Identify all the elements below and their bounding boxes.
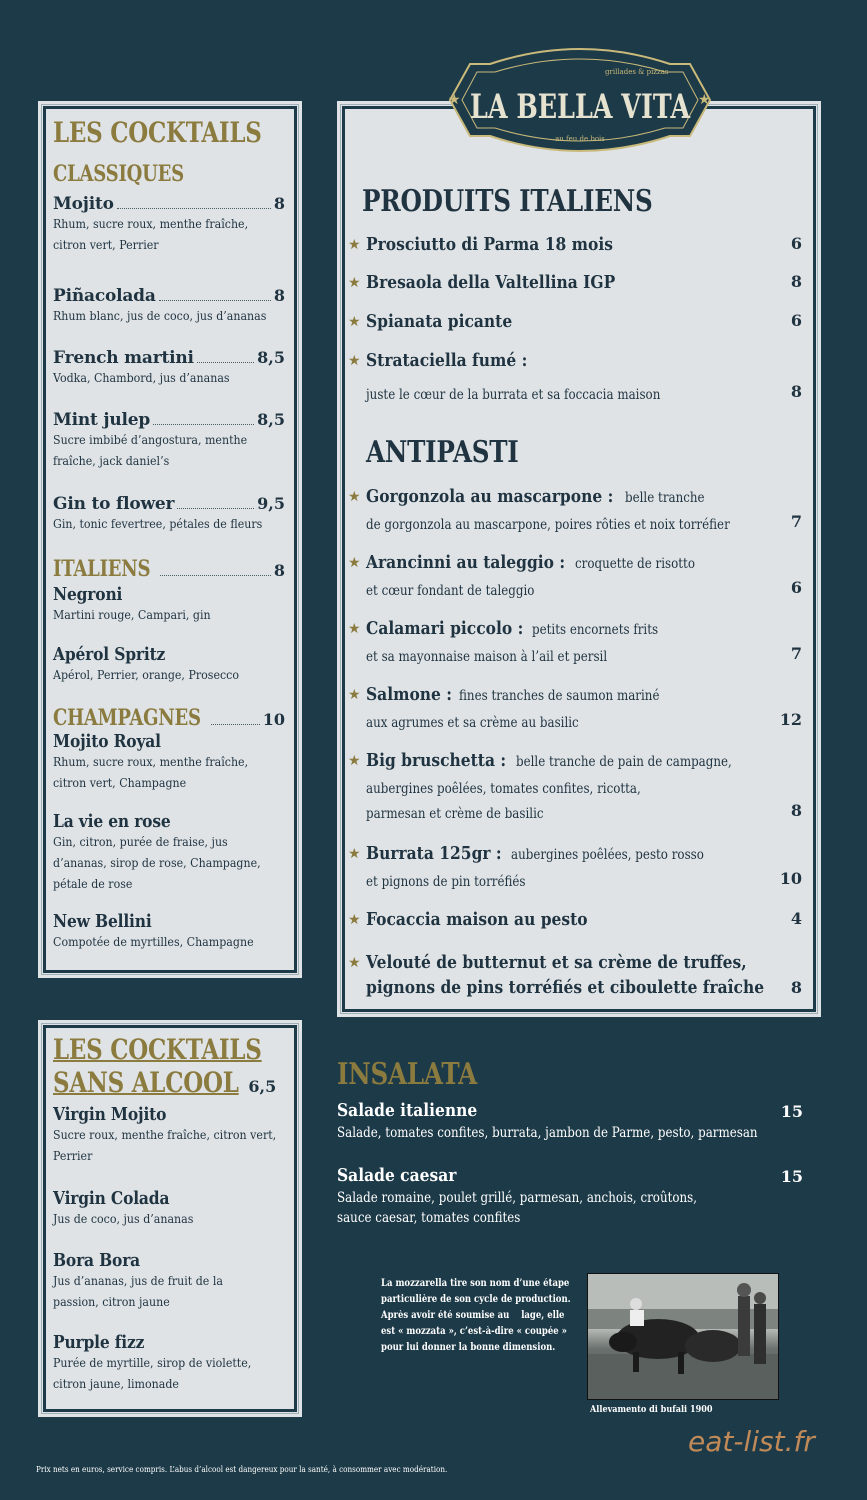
item-name: Velouté de butternut et sa crème de truffes, [366, 952, 747, 973]
item-desc: belle tranche de pain de campagne, [516, 754, 732, 770]
cocktail-name: Virgin Colada [53, 1188, 170, 1209]
champagnes-section [53, 705, 285, 953]
leader-dots [153, 424, 254, 425]
cocktail-name: French martini [53, 348, 194, 368]
cocktail-price: 8,5 [257, 410, 285, 429]
cocktail-desc: Compotée de myrtilles, Champagne [53, 935, 254, 949]
item-price: 8 [790, 382, 802, 401]
cocktail-desc: Sucre roux, menthe fraîche, citron vert, Perrier [53, 1128, 277, 1163]
item-name: Calamari piccolo : [366, 618, 524, 639]
item-price: 8 [790, 272, 802, 291]
star-icon: ★ [348, 621, 361, 637]
star-icon: ★ [348, 912, 361, 928]
note-line: Après avoir été soumise au lage, elle [381, 1310, 565, 1321]
item-desc: aubergines poêlées, tomates confites, ricotta, [366, 781, 641, 797]
cocktail-item [53, 286, 285, 338]
menu-item [348, 234, 808, 258]
cocktails-title: LES COCKTAILS [53, 116, 262, 149]
item-price: 10 [779, 869, 802, 888]
cocktail-item [53, 584, 285, 644]
item-desc: petits encornets frits [532, 622, 659, 638]
star-icon: ★ [348, 555, 361, 571]
item-name: Burrata 125gr : [366, 843, 502, 864]
cocktail-desc: Martini rouge, Campari, gin [53, 608, 211, 622]
menu-item [348, 750, 808, 826]
star-icon: ★ [348, 687, 361, 703]
cocktail-name: Purple fizz [53, 1332, 145, 1353]
leader-dots [197, 362, 254, 363]
star-icon: ★ [348, 237, 361, 253]
menu-item [348, 684, 808, 734]
cocktail-desc: Gin, citron, purée de fraise, jus d’ananas, sirop de rose, Champagne, pétale de rose [53, 835, 261, 891]
cocktail-name: Bora Bora [53, 1250, 141, 1271]
cocktail-item [53, 1188, 285, 1250]
cocktail-desc: Sucre imbibé d’angostura, menthe fraîche, jack daniel’s [53, 433, 248, 468]
item-name: Salade caesar [337, 1165, 457, 1186]
cocktail-item [53, 194, 285, 276]
cocktail-item [53, 911, 285, 953]
item-price: 8 [790, 801, 802, 820]
antipasti-title: ANTIPASTI [366, 435, 519, 470]
star-icon: ★ [348, 955, 361, 971]
insalata-item [337, 1165, 807, 1226]
logo-bottom: au feu de bois [555, 135, 605, 143]
watermark: eat-list.fr [688, 1425, 815, 1458]
footer-note: Prix nets en euros, service compris. L’abus d’alcool est dangereux pour la santé, à consommer avec modération. [36, 1465, 448, 1475]
leader-dots [160, 575, 271, 576]
item-desc: belle tranche [624, 490, 705, 506]
item-desc: aubergines poêlées, pesto rosso [510, 847, 704, 863]
note-line: est « mozzata », c’est-à-dire « coupée » [381, 1326, 567, 1337]
item-desc: de gorgonzola au mascarpone, poires rôties et noix torréfier [366, 517, 730, 533]
item-desc: juste le cœur de la burrata et sa foccacia maison [366, 387, 661, 403]
cocktail-item [53, 494, 285, 544]
item-price: 7 [790, 644, 802, 663]
item-desc: Salade, tomates confites, burrata, jambon de Parme, pesto, parmesan [337, 1125, 758, 1141]
item-name: Salade italienne [337, 1100, 478, 1121]
item-price: 6 [790, 578, 802, 597]
cocktail-name: Virgin Mojito [53, 1104, 167, 1125]
cocktail-name: Piñacolada [53, 286, 156, 306]
note-line: La mozzarella tire son nom d’une étape [381, 1278, 570, 1289]
item-name-line2: pignons de pins torréfiés et ciboulette fraîche [366, 977, 765, 998]
cocktail-item [53, 1104, 285, 1188]
sans-alcool-price: 6,5 [248, 1077, 277, 1096]
item-name: Big bruschetta : [366, 750, 507, 771]
star-icon: ★ [348, 353, 361, 369]
item-price: 8 [790, 978, 802, 997]
logo-top: grillades & pizzas [605, 68, 669, 76]
item-price: 12 [779, 710, 802, 729]
note-line: particulière de son cycle de production. [381, 1294, 571, 1305]
star-icon: ★ [698, 92, 711, 108]
menu-item [348, 552, 808, 602]
menu-item [348, 486, 808, 536]
item-desc: croquette de risotto [574, 556, 695, 572]
sans-alcool-list [53, 1104, 285, 1395]
menu-item [348, 350, 808, 406]
menu-item [348, 909, 808, 933]
menu-item [348, 272, 808, 296]
restaurant-logo [440, 44, 720, 156]
item-price: 7 [790, 512, 802, 531]
cocktail-name: La vie en rose [53, 811, 171, 832]
item-name: Strataciella fumé : [366, 350, 528, 371]
sans-alcool-title-line2: SANS ALCOOL [53, 1066, 239, 1099]
italiens-price: 8 [273, 561, 285, 580]
cocktail-desc: Vodka, Chambord, jus d’ananas [53, 371, 230, 385]
leader-dots [177, 508, 254, 509]
cocktail-item [53, 731, 285, 811]
italiens-title: ITALIENS [53, 556, 151, 582]
cocktail-price: 8 [273, 194, 285, 213]
cocktail-item [53, 811, 285, 911]
champagnes-title: CHAMPAGNES [53, 705, 201, 731]
star-icon: ★ [348, 314, 361, 330]
cocktail-desc: Purée de myrtille, sirop de violette, citron jaune, limonade [53, 1356, 252, 1391]
cocktail-item [53, 1332, 285, 1395]
item-desc: fines tranches de saumon mariné [459, 688, 660, 704]
leader-dots [211, 724, 259, 725]
item-price: 4 [790, 909, 802, 928]
star-icon: ★ [348, 753, 361, 769]
item-desc: parmesan et crème de basilic [366, 806, 544, 822]
menu-item [348, 311, 808, 335]
item-name: Bresaola della Valtellina IGP [366, 272, 616, 293]
cocktail-name: Mojito Royal [53, 731, 161, 752]
star-icon: ★ [348, 275, 361, 291]
cocktail-price: 8,5 [257, 348, 285, 367]
star-icon: ★ [348, 489, 361, 505]
italiens-section [53, 556, 285, 700]
cocktail-desc: Gin, tonic fevertree, pétales de fleurs [53, 517, 263, 531]
cocktail-item [53, 644, 285, 700]
cocktail-desc: Jus de coco, jus d’ananas [53, 1212, 194, 1226]
cocktail-item [53, 348, 285, 400]
mozzarella-note [381, 1276, 581, 1356]
champagnes-price: 10 [262, 710, 285, 729]
cocktail-price: 8 [273, 286, 285, 305]
item-desc: aux agrumes et sa crème au basilic [366, 715, 579, 731]
cocktail-item [53, 410, 285, 484]
item-desc: et sa mayonnaise maison à l’ail et persil [366, 649, 608, 665]
cocktail-desc: Rhum, sucre roux, menthe fraîche, citron vert, Perrier [53, 217, 249, 252]
item-price: 6 [790, 311, 802, 330]
sans-alcool-title [53, 1033, 307, 1066]
cocktail-desc: Apérol, Perrier, orange, Prosecco [53, 668, 240, 682]
star-icon: ★ [348, 846, 361, 862]
buffalo-photo [587, 1273, 779, 1400]
item-name: Prosciutto di Parma 18 mois [366, 234, 613, 255]
star-icon: ★ [448, 92, 461, 108]
item-desc: sauce caesar, tomates confites [337, 1210, 521, 1226]
cocktail-price: 9,5 [257, 494, 285, 513]
note-line: pour lui donner la bonne dimension. [381, 1342, 556, 1353]
item-price: 6 [790, 234, 802, 253]
sans-alcool-heading-row [53, 1066, 275, 1099]
item-name: Arancinni au taleggio : [366, 552, 566, 573]
cocktail-name: Gin to flower [53, 494, 175, 514]
cocktail-name: Negroni [53, 584, 123, 605]
item-name: Spianata picante [366, 311, 513, 332]
cocktail-desc: Jus d’ananas, jus de fruit de la passion, citron jaune [53, 1274, 223, 1309]
sans-alcool-title-line1: LES COCKTAILS [53, 1033, 262, 1066]
insalata-item [337, 1100, 807, 1141]
item-name: Gorgonzola au mascarpone : [366, 486, 614, 507]
classiques-list [53, 194, 285, 554]
cocktail-name: Apérol Spritz [53, 644, 166, 665]
produits-title: PRODUITS ITALIENS [362, 184, 653, 219]
item-desc: et pignons de pin torréfiés [366, 874, 526, 890]
item-price: 15 [780, 1102, 803, 1121]
photo-caption: Allevamento di bufali 1900 [590, 1405, 713, 1415]
menu-item [348, 618, 808, 668]
item-name: Salmone : [366, 684, 453, 705]
buffalo-photo-illustration [588, 1274, 778, 1399]
leader-dots [117, 208, 271, 209]
cocktail-item [53, 1250, 285, 1332]
item-desc: et cœur fondant de taleggio [366, 583, 535, 599]
menu-item [348, 952, 808, 1002]
cocktail-name: Mint julep [53, 410, 151, 430]
cocktail-name: Mojito [53, 194, 114, 214]
leader-dots [159, 300, 271, 301]
cocktail-desc: Rhum, sucre roux, menthe fraîche, citron vert, Champagne [53, 755, 249, 790]
insalata-title: INSALATA [337, 1057, 477, 1092]
cocktail-desc: Rhum blanc, jus de coco, jus d’ananas [53, 309, 267, 323]
logo-name: LA BELLA VITA [470, 87, 691, 127]
item-desc: Salade romaine, poulet grillé, parmesan, anchois, croûtons, [337, 1190, 698, 1206]
item-name: Focaccia maison au pesto [366, 909, 588, 930]
classiques-title: CLASSIQUES [53, 161, 184, 187]
cocktail-name: New Bellini [53, 911, 152, 932]
menu-item [348, 843, 808, 893]
item-price: 15 [780, 1167, 803, 1186]
